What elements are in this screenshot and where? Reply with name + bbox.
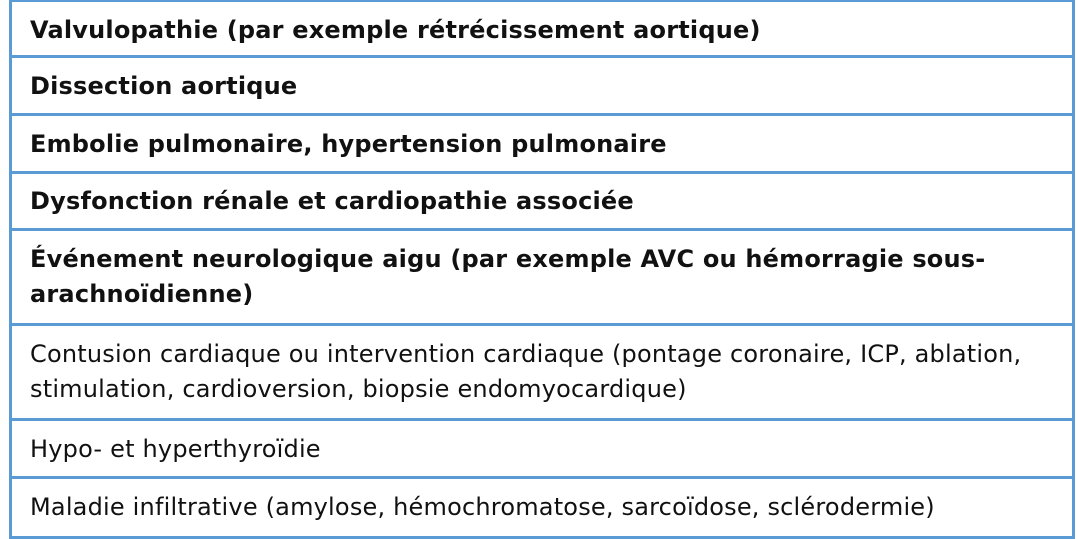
table-row: Valvulopathie (par exemple rétrécissement aortique)	[9, 0, 1075, 58]
table-row: Événement neurologique aigu (par exemple AVC ou hémorragie sous-arachnoïdienne)	[9, 231, 1075, 326]
causes-table	[9, 0, 1075, 539]
table-row: Maladie infiltrative (amylose, hémochromatose, sarcoïdose, sclérodermie)	[9, 479, 1075, 539]
table-row: Dissection aortique	[9, 58, 1075, 116]
table-row: Dysfonction rénale et cardiopathie associée	[9, 174, 1075, 231]
table-row: Hypo- et hyperthyroïdie	[9, 421, 1075, 479]
table-row: Embolie pulmonaire, hypertension pulmonaire	[9, 116, 1075, 174]
table-row: Contusion cardiaque ou intervention cardiaque (pontage coronaire, ICP, ablation, stimulation, cardioversion, biopsie endomyocardique)	[9, 326, 1075, 421]
